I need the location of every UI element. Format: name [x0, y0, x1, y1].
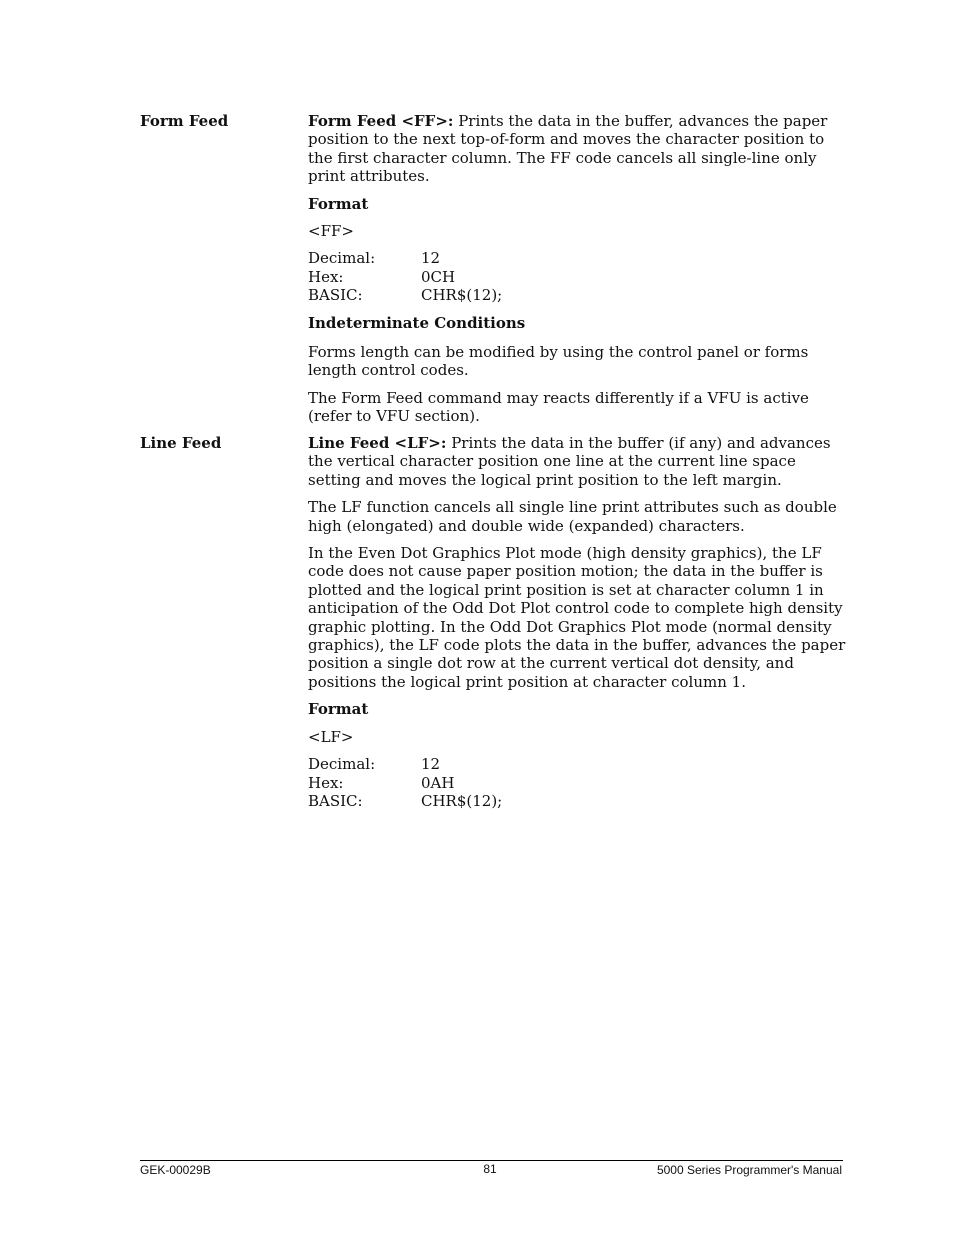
line-feed-format-heading: Format: [308, 700, 369, 719]
code-key: Decimal:: [308, 755, 376, 774]
footer-divider: [140, 1160, 843, 1161]
code-value: 0AH: [421, 773, 455, 792]
code-row: [308, 774, 848, 792]
code-value: 0CH: [421, 267, 456, 286]
form-feed-para-2: The Form Feed command may reacts differently if a VFU is active (refer to VFU section).: [308, 388, 809, 426]
code-key: BASIC:: [308, 791, 363, 810]
line-feed-section: [308, 434, 848, 819]
form-feed-title: Form Feed <FF>:: [308, 112, 454, 130]
code-row: [308, 755, 848, 773]
code-row: [308, 249, 848, 267]
code-value: CHR$(12);: [421, 286, 503, 305]
form-feed-desc-text: Prints the data in the buffer, advances the paper position to the next top-of-form and moves the character position to the first character column. The FF code cancels all single-line only print attributes.: [308, 112, 828, 186]
code-key: BASIC:: [308, 286, 363, 305]
line-feed-para-2: In the Even Dot Graphics Plot mode (high density graphics), the LF code does not cause paper position motion; the data in the buffer is plotted and the logical print position is set at character column 1 in anticipation of the Odd Dot Plot control code to complete high density graphic plotting. In the Odd Dot Graphics Plot mode (normal density graphics), the LF code plots the data in the buffer, advances the paper position a single dot row at the current vertical dot density, and positions the logical print position at character column 1.: [308, 544, 846, 691]
form-feed-code-table: [308, 249, 848, 304]
code-value: 12: [421, 755, 441, 774]
form-feed-label: Form Feed: [140, 112, 229, 130]
line-feed-para-1: The LF function cancels all single line print attributes such as double high (elongated) and double wide (expanded) characters.: [308, 498, 837, 535]
footer-manual-title: 5000 Series Programmer's Manual: [656, 1163, 842, 1177]
code-row: [308, 268, 848, 286]
line-feed-title: Line Feed <LF>:: [308, 434, 447, 452]
line-feed-code: <LF>: [308, 727, 354, 746]
code-key: Decimal:: [308, 249, 376, 268]
form-feed-code: <FF>: [308, 222, 354, 241]
footer-doc-id: GEK-00029B: [140, 1163, 211, 1177]
form-feed-para-1: Forms length can be modified by using the control panel or forms length control codes.: [308, 343, 809, 380]
line-feed-description: [308, 434, 848, 489]
footer-page-number: 81: [483, 1162, 497, 1176]
code-row: [308, 286, 848, 304]
line-feed-desc-text: Prints the data in the buffer (if any) and advances the vertical character position one line at the current line space setting and moves the logical print position to the left margin.: [308, 434, 831, 489]
code-key: Hex:: [308, 773, 344, 792]
code-row: [308, 792, 848, 810]
code-value: CHR$(12);: [421, 791, 503, 810]
code-key: Hex:: [308, 267, 344, 286]
line-feed-code-table: [308, 755, 848, 810]
form-feed-format-heading: Format: [308, 194, 369, 213]
indeterminate-heading: Indeterminate Conditions: [308, 313, 526, 332]
line-feed-label: Line Feed: [140, 434, 222, 452]
form-feed-description: [308, 112, 848, 186]
form-feed-section: [308, 112, 848, 435]
code-value: 12: [421, 249, 441, 268]
